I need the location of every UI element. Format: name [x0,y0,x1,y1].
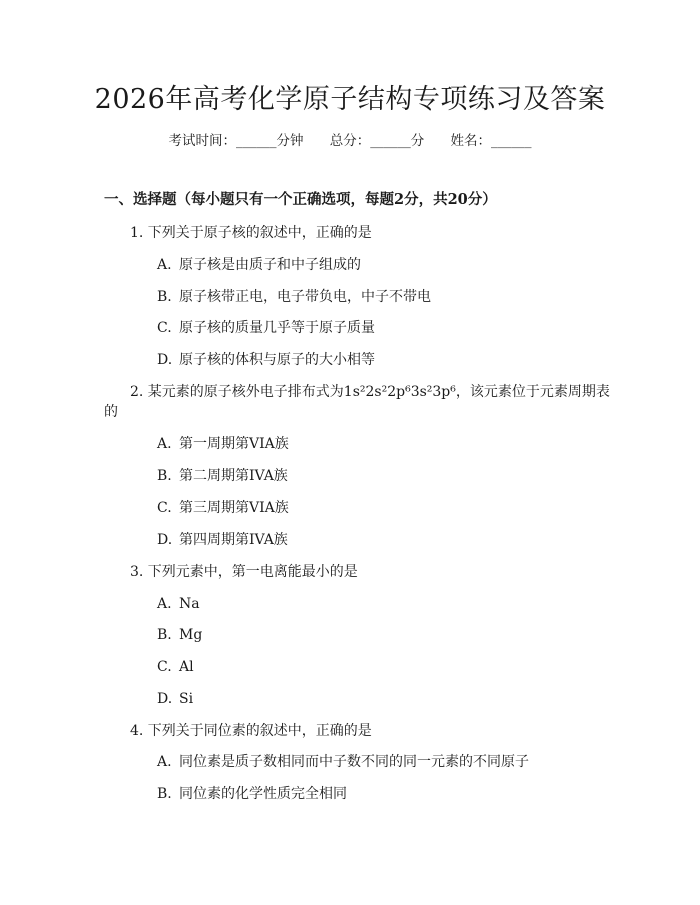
option-letter: A. [157,257,172,273]
option-letter: A. [157,436,172,452]
option-letter: D. [157,691,173,707]
question-stem: 2. 某元素的原子核外电子排布式为1s²2s²2p⁶3s²3p⁶，该元素位于元素周期表的 [104,384,610,420]
question-stem: 1. 下列关于原子核的叙述中，正确的是 [130,225,372,241]
option-text: 原子核带正电，电子带负电，中子不带电 [179,289,431,305]
answer-option [157,594,200,614]
option-text: 原子核是由质子和中子组成的 [179,257,361,273]
option-letter: C. [157,320,172,336]
option-letter: C. [157,500,172,516]
option-text: 同位素是质子数相同而中子数不同的同一元素的不同原子 [179,754,529,770]
option-letter: C. [157,659,172,675]
answer-option [157,434,289,454]
total-score-field: 总分：______分 [329,133,425,149]
answer-option [157,625,202,645]
option-text: 第二周期第IVA族 [179,468,288,484]
answer-option [157,689,193,709]
answer-option [157,466,288,486]
option-letter: A. [157,754,172,770]
answer-option [157,657,194,677]
answer-option [157,318,375,338]
question-stem: 4. 下列关于同位素的叙述中，正确的是 [130,723,372,739]
option-text: 第四周期第IVA族 [179,532,288,548]
option-text: 同位素的化学性质完全相同 [179,786,347,802]
answer-option [157,530,288,550]
option-text: 第三周期第VIA族 [179,500,289,516]
exam-time-field: 考试时间：______分钟 [168,133,304,149]
question-stem: 3. 下列元素中，第一电离能最小的是 [130,564,358,580]
answer-option [157,784,347,804]
answer-option [157,350,375,370]
option-text: Mg [179,627,203,643]
option-letter: B. [157,786,172,802]
option-text: Si [179,691,194,707]
option-text: 原子核的体积与原子的大小相等 [179,352,375,368]
section-heading: 一、选择题（每小题只有一个正确选项，每题2分，共20分） [104,191,497,208]
option-letter: A. [157,596,172,612]
option-letter: D. [157,532,173,548]
answer-option [157,752,529,772]
option-letter: B. [157,289,172,305]
document-title: 2026年高考化学原子结构专项练习及答案 [94,84,606,115]
option-text: 第一周期第VIA族 [179,436,289,452]
option-letter: B. [157,627,172,643]
option-text: Na [179,596,200,612]
answer-option [157,498,289,518]
student-name-field: 姓名：______ [450,133,532,149]
answer-option [157,287,431,307]
option-text: Al [179,659,194,675]
answer-option [157,255,361,275]
option-letter: B. [157,468,172,484]
exam-meta-line [0,131,700,151]
option-letter: D. [157,352,173,368]
option-text: 原子核的质量几乎等于原子质量 [179,320,375,336]
